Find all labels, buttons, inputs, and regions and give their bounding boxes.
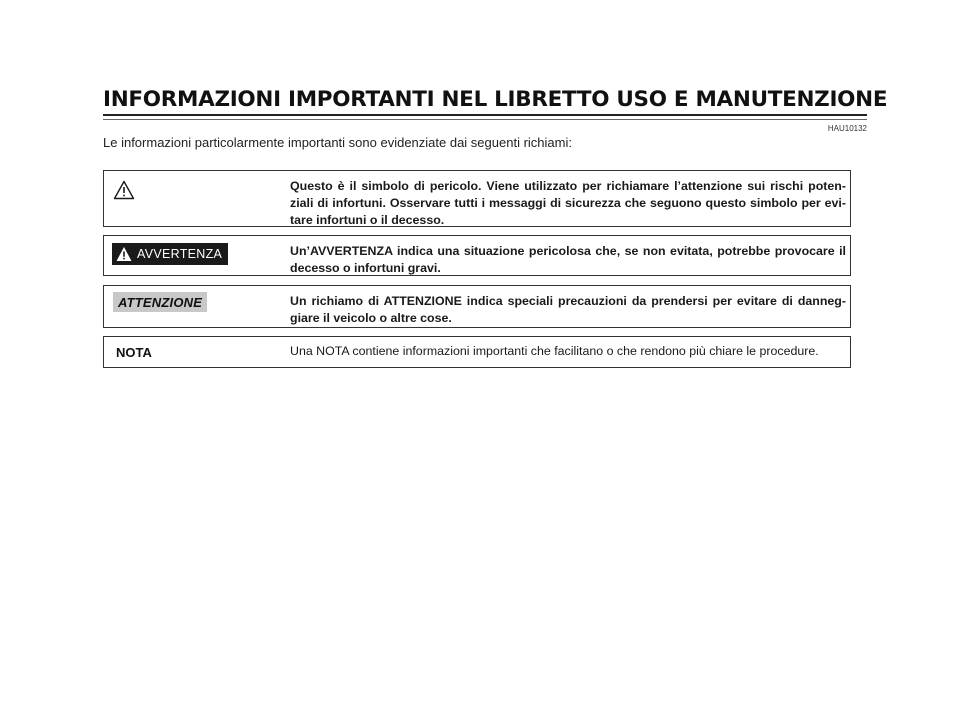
notice-label-cell: [104, 337, 284, 367]
notice-nota: [103, 336, 851, 368]
title-rule: [103, 114, 867, 116]
hazard-triangle-icon: [113, 180, 135, 200]
warning-triangle-icon: [116, 246, 132, 262]
intro-text: Le informazioni particolarmente importanti sono evidenziate dai seguenti richiami:: [103, 135, 572, 150]
notice-description: Un richiamo di ATTENZIONE indica speciali precauzioni da prendersi per evitare di danneg-giare il veicolo o altre cose.: [290, 294, 846, 325]
document-code: HAU10132: [827, 124, 867, 133]
attenzione-label: ATTENZIONE: [118, 294, 203, 310]
notice-label-cell: [104, 171, 284, 226]
title-rule-thin: [103, 119, 867, 120]
notice-description: Questo è il simbolo di pericolo. Viene utilizzato per richiamare l’attenzione sui rischi poten-ziali di infortuni. Osservare tutti i messaggi di sicurezza che seguono questo simbolo per evi-tare infortuni o il decesso.: [290, 179, 846, 227]
page-title: INFORMAZIONI IMPORTANTI NEL LIBRETTO USO E MANUTENZIONE: [103, 87, 888, 112]
attenzione-badge: [113, 292, 207, 312]
nota-label: NOTA: [116, 345, 152, 360]
notice-hazard-symbol: [103, 170, 851, 227]
notice-attenzione: [103, 285, 851, 328]
notice-description: Un’AVVERTENZA indica una situazione pericolosa che, se non evitata, potrebbe provocare il decesso o infortuni gravi.: [290, 244, 846, 275]
notice-avvertenza: [103, 235, 851, 276]
notice-label-cell: [104, 236, 284, 275]
notice-label-cell: [104, 286, 284, 327]
avvertenza-badge: [112, 243, 228, 265]
avvertenza-label: AVVERTENZA: [137, 247, 223, 261]
notice-description: Una NOTA contiene informazioni importanti che facilitano o che rendono più chiare le procedure.: [290, 344, 819, 358]
